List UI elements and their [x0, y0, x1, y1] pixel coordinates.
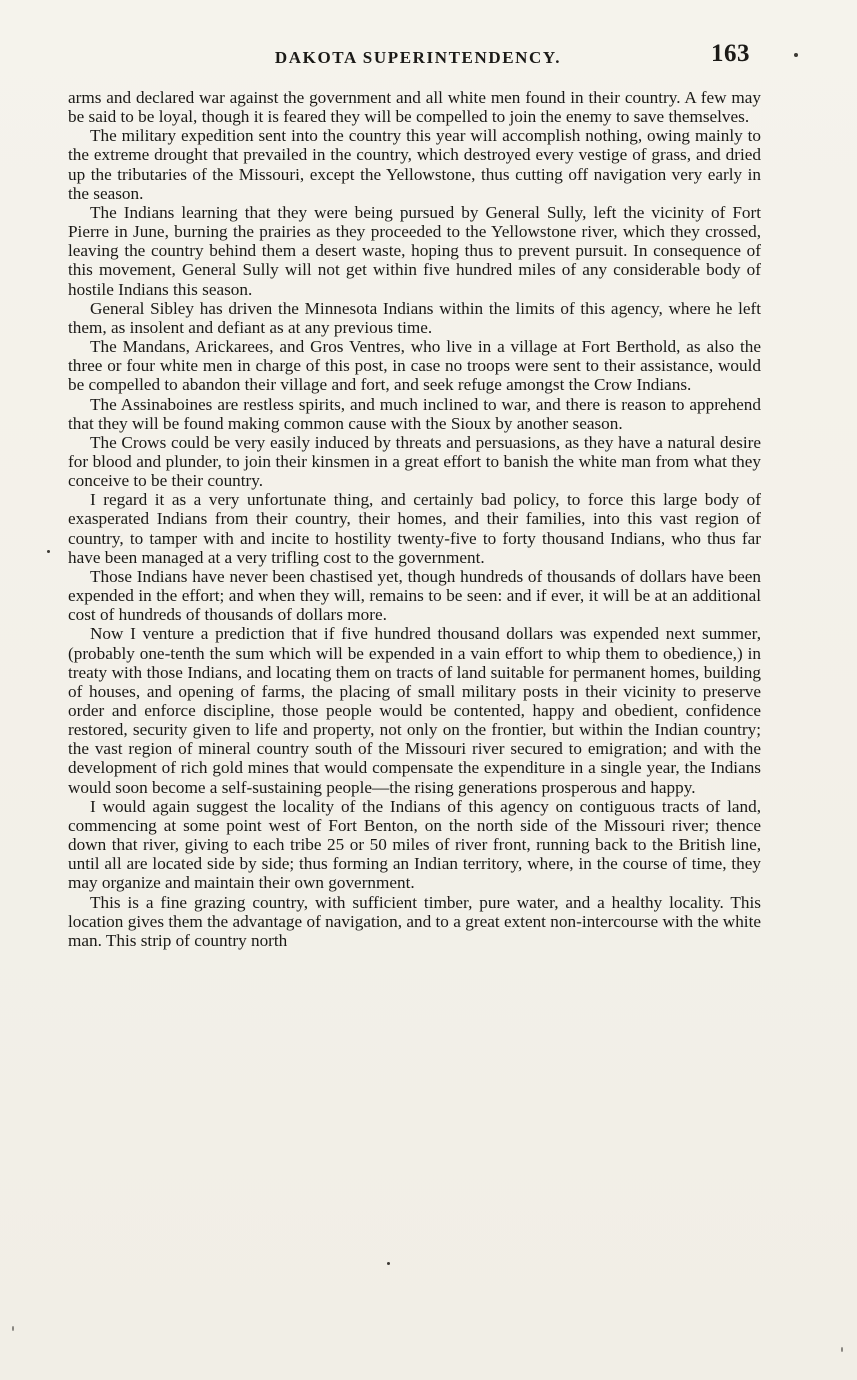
- paragraph-general-sully: The Indians learning that they were being pursued by General Sully, left the vicinity of Fort Pierre in June, burning the prairies as they proceeded to the Yellowstone river, which they crossed, leaving the country behind them a desert waste, hoping thus to prevent pursuit. In consequence of this movement, General Sully will not get within five hundred miles of any considerable body of hostile Indians this season.: [68, 202, 761, 299]
- paragraph-assinaboines: The Assinaboines are restless spirits, and much inclined to war, and there is reason to apprehend that they will be found making common cause with the Sioux by another season.: [68, 394, 761, 433]
- running-title: DAKOTA SUPERINTENDENCY.: [274, 48, 562, 67]
- paragraph-crows: The Crows could be very easily induced by threats and persuasions, as they have a natural desire for blood and plunder, to join their kinsmen in a great effort to banish the white man from what they conceive to be their country.: [68, 432, 761, 491]
- paragraph-never-chastised: Those Indians have never been chastised yet, though hundreds of thousands of dollars have been expended in the effort; and when they will, remains to be seen: and if ever, it will be at an additional cost of hundreds of thousands of dollars more.: [68, 566, 761, 625]
- paragraph-locality: I would again suggest the locality of the Indians of this agency on contiguous tracts of land, commencing at some point west of Fort Benton, on the north side of the Missouri river; thence down that river, giving to each tribe 25 or 50 miles of river front, running back to the British line, until all are located side by side; thus forming an Indian territory, where, in the course of time, they may organize and maintain their own government.: [68, 796, 761, 893]
- paragraph-general-sibley: General Sibley has driven the Minnesota Indians within the limits of this agency, where he left them, as insolent and defiant as at any previous time.: [68, 298, 761, 337]
- paragraph-mandans: The Mandans, Arickarees, and Gros Ventres, who live in a village at Fort Berthold, as also the three or four white men in charge of this post, in case no troops were sent to their assistance, would be compelled to abandon their village and fort, and seek refuge amongst the Crow Indians.: [68, 337, 761, 395]
- paragraph-military-expedition: The military expedition sent into the country this year will accomplish nothing, owing mainly to the extreme drought that prevailed in the country, which destroyed every vestige of grass, and dried up the tributaries of the Missouri, except the Yellowstone, thus cutting off navigation very early in the season.: [68, 126, 761, 203]
- print-speck: [841, 1347, 843, 1352]
- print-speck: [12, 1326, 14, 1331]
- print-speck: [794, 53, 798, 57]
- paragraph-grazing-country: This is a fine grazing country, with sufficient timber, pure water, and a healthy locality. This location gives them the advantage of navigation, and to a great extent non-intercourse with the white man. This strip of country north: [68, 892, 761, 950]
- paragraph-continued: arms and declared war against the government and all white men found in their country. A few may be said to be loyal, though it is feared they will be compelled to join the enemy to save themselves.: [68, 88, 761, 127]
- page-header: [68, 40, 768, 74]
- page-number: 163: [711, 40, 750, 67]
- paragraph-prediction: Now I venture a prediction that if five hundred thousand dollars was expended next summer, (probably one-tenth the sum which will be expended in a vain effort to whip them to obedience,) in treaty with those Indians, and locating them on tracts of land suitable for permanent homes, building of houses, and opening of farms, the placing of small military posts in their vicinity to preserve order and enforce discipline, those people would be contented, happy and obedient, confidence restored, security given to life and property, not only on the frontier, but within the Indian country; the vast region of mineral country south of the Missouri river secured to emigration; and with the development of rich gold mines that would compensate the expenditure in a single year, the Indians would soon become a self-sustaining people—the rising generations prosperous and happy.: [68, 624, 761, 797]
- print-speck: [387, 1262, 390, 1265]
- paragraph-bad-policy: I regard it as a very unfortunate thing, and certainly bad policy, to force this large body of exasperated Indians from their country, their homes, and their families, into this vast region of country, to tamper with and incite to hostility twenty-five to forty thousand Indians, who thus far have been managed at a very trifling cost to the government.: [68, 490, 761, 567]
- print-speck: [47, 550, 50, 553]
- body-text: [68, 88, 761, 950]
